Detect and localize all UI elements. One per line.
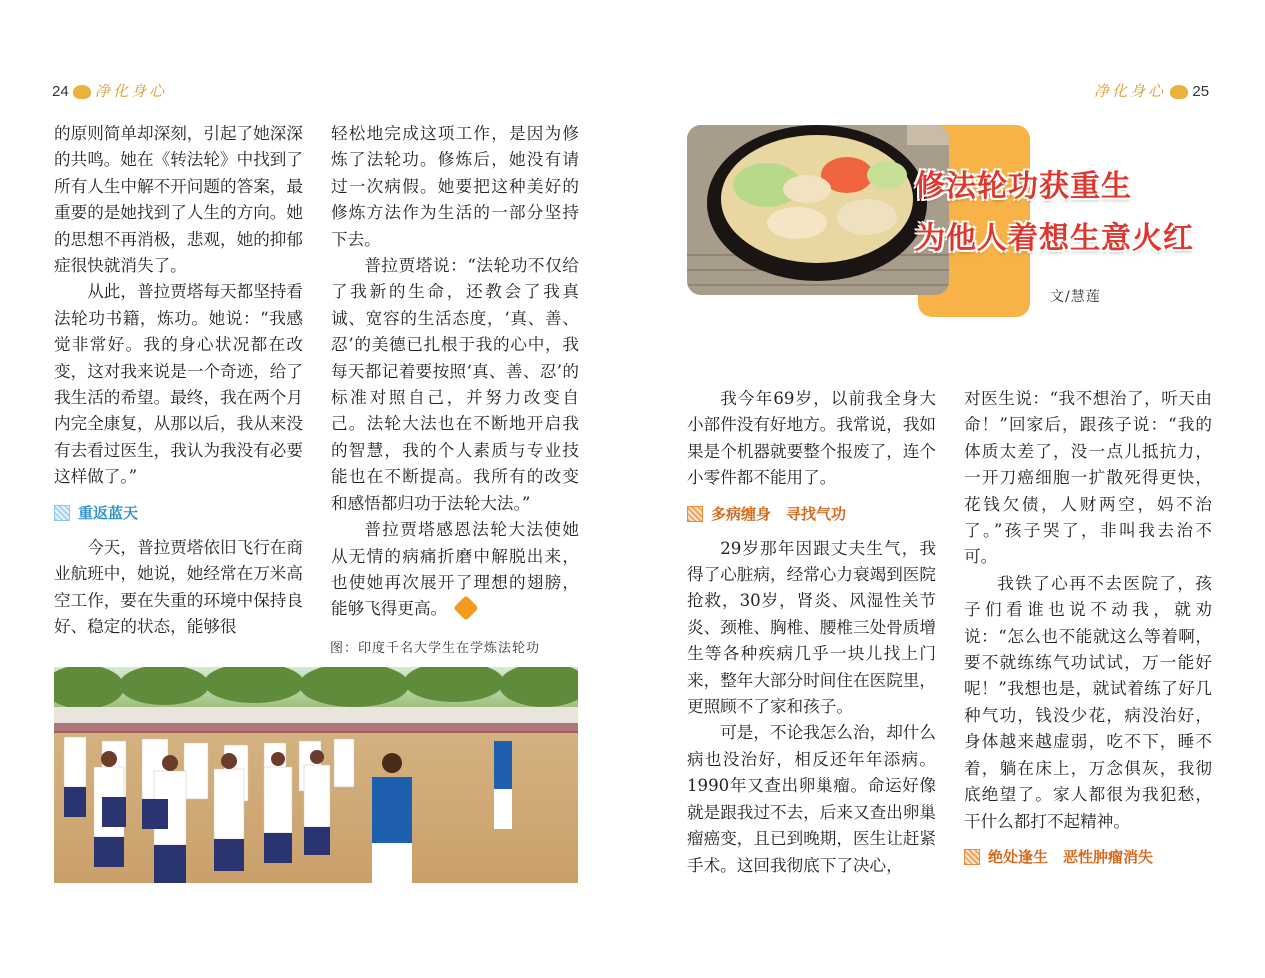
right-header-title: 净化身心 [1094,84,1167,100]
right-column-2 [964,386,1212,879]
left-column-2 [331,121,579,623]
author-byline: 文/慧莲 [1050,289,1101,305]
left-page-number: 24 [52,83,69,100]
left-header-title: 净化身心 [95,84,168,100]
right-page-number: 25 [1192,83,1210,100]
paragraph: 可是，不论我怎么治，却什么病也没治好，相反还年年添病。1990年又查出卵巢瘤。命运好像就是跟我过不去，后来又查出卵巢瘤癌变，且已到晚期，医生让赶紧手术。这回我彻底下了决心， [687,723,936,875]
practice-group-photo [54,667,578,883]
fu-ornament-icon [453,595,478,620]
food-photo [687,125,949,295]
paragraph: 对医生说：“我不想治了，听天由命！”回家后，跟孩子说：“我的体质太差了，没一点儿抵抗力，一开刀癌细胞一扩散死得更快，花钱欠债，人财两空，妈不治了。”孩子哭了，非叫我去治不可。 [964,389,1212,567]
title-line-1: 修法轮功获重生 [915,169,1132,204]
paragraph: 普拉贾塔感恩法轮大法使她从无情的病痛折磨中解脱出来，也使她再次展开了理想的翅膀，能够飞得更高。 [331,517,579,623]
lotus-icon [73,85,91,99]
left-page-header [52,80,167,101]
soup-bowl-image [687,125,949,295]
section-marker-icon [687,506,703,522]
paragraph: 轻松地完成这项工作，是因为修炼了法轮功。修炼后，她没有请过一次病假。她要把这种美好的修炼方法作为生活的一部分坚持下去。 [331,124,579,249]
paragraph: 我铁了心再不去医院了，孩子们看谁也说不动我，就劝说：“怎么也不能就这么等着啊，要不就练练气功试试，万一能好呢！”我想也是，就试着练了好几种气功，钱没少花，病没治好，身体越来越虚弱，吃不下，睡不着，躺在床上，万念俱灰，我彻底绝望了。家人都很为我犯愁，干什么都打不起精神。 [964,573,1212,831]
right-column-1 [687,386,936,879]
section-marker-icon [964,849,980,865]
practice-group-photo-image [54,667,578,883]
paragraph: 的原则简单却深刻，引起了她深深的共鸣。她在《转法轮》中找到了所有人生中解不开问题的答案，最重要的是她找到了人生的方向。她的思想不再消极，悲观，她的抑郁症很快就消失了。 [54,124,303,276]
section-marker-icon [54,505,70,521]
title-line-2: 为他人着想生意火红 [915,221,1194,256]
paragraph: 我今年69岁，以前我全身大小部件没有好地方。我常说，我如果是个机器就要整个报废了，连个小零件都不能用了。 [687,389,936,488]
left-column-1 [54,121,303,640]
photo-caption: 图：印度千名大学生在学炼法轮功 [330,641,541,656]
section-heading: 重返蓝天 [54,500,303,526]
paragraph: 29岁那年因跟丈夫生气，我得了心脏病，经常心力衰竭到医院抢救，30岁，肾炎、风湿性关节炎、颈椎、胸椎、腰椎三处骨质增生等各种疾病几乎一块儿找上门来，整年大部分时间住在医院里，更照顾不了家和孩子。 [687,538,936,717]
section-heading: 绝处逢生 恶性肿瘤消失 [964,844,1212,870]
article-title [915,165,1255,261]
section-heading: 多病缠身 寻找气功 [687,501,936,527]
right-page-header [1094,80,1209,101]
paragraph: 今天，普拉贾塔依旧飞行在商业航班中，她说，她经常在万米高空工作，要在失重的环境中保持良好、稳定的状态，能够很 [54,537,303,636]
lotus-icon [1170,85,1188,99]
paragraph: 普拉贾塔说：“法轮功不仅给了我新的生命，还教会了我真诚、宽容的生活态度，‘真、善、忍’的美德已扎根于我的心中，我每天都记着要按照‘真、善、忍’的标准对照自己，并努力改变自己。法轮大法也在不断地开启我的智慧，我的个人素质与专业技能也在不断提高。我所有的改变和感悟都归功于法轮大法。” [331,256,579,513]
paragraph: 从此，普拉贾塔每天都坚持看法轮功书籍，炼功。她说：“我感觉非常好。我的身心状况都在改变，这对我来说是一个奇迹，给了我生活的希望。最终，我在两个月内完全康复，从那以后，我从来没有去看过医生，我认为我没有必要这样做了。” [54,282,303,487]
